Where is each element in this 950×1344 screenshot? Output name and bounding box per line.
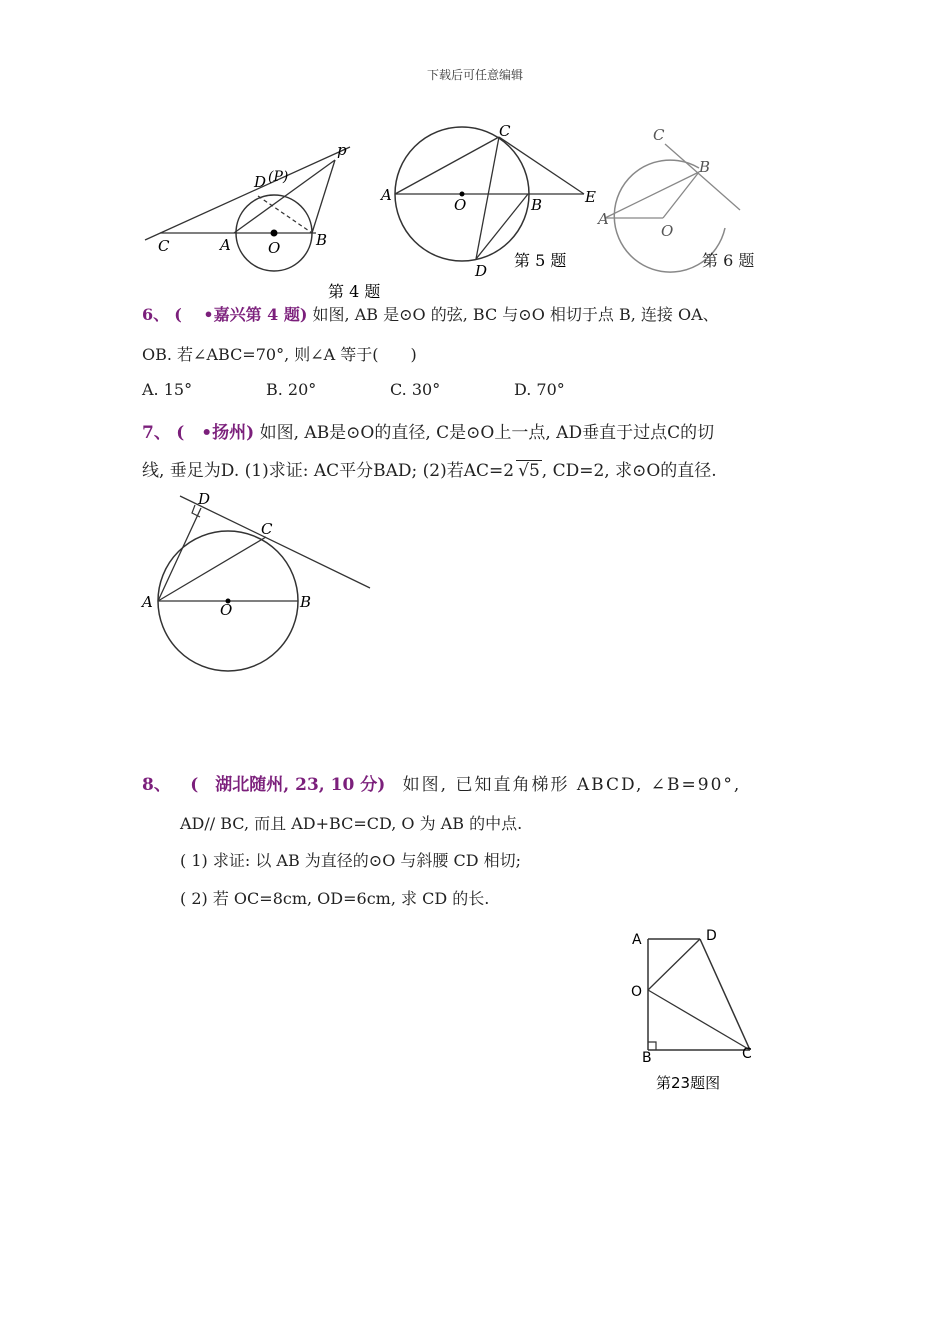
fig8-label-B: B: [642, 1050, 652, 1066]
q7-text2a: 线, 垂足为D. (1)求证: AC平分BAD; (2)若AC=2: [142, 461, 515, 481]
fig4-label-p: p: [337, 141, 347, 159]
fig4-caption: 第 4 题: [328, 282, 380, 301]
q8-source: ( 湖北随州, 23, 10 分): [190, 775, 386, 795]
fig5-label-C: C: [499, 122, 511, 140]
q8-text1: 如图, 已知直角梯形 ABCD, ∠B=90°,: [402, 775, 742, 795]
fig8-label-O: O: [631, 984, 643, 1000]
figure-6: [595, 122, 765, 282]
fig7-label-C: C: [261, 520, 273, 538]
q6-number: 6、: [142, 305, 170, 324]
q7-text2b: , CD=2, 求⊙O的直径.: [541, 461, 717, 481]
fig4-label-B: B: [316, 231, 328, 249]
fig6-caption: 第 6 题: [702, 251, 755, 270]
q6-source: ( •嘉兴第 4 题): [174, 305, 308, 324]
fig5-label-O: O: [454, 196, 467, 214]
q8-line2: AD// BC, 而且 AD+BC=CD, O 为 AB 的中点.: [180, 814, 523, 833]
q8-line3: ( 1) 求证: 以 AB 为直径的⊙O 与斜腰 CD 相切;: [180, 851, 522, 870]
fig6-label-B: B: [699, 158, 711, 176]
fig4-label-C: C: [158, 237, 170, 255]
q6-option-a: A. 15°: [142, 380, 193, 399]
q6-option-b: B. 20°: [266, 380, 317, 399]
fig8-caption: 第23题图: [656, 1074, 721, 1092]
fig7-label-B: B: [300, 593, 312, 611]
fig4-label-D: D: [254, 173, 267, 191]
fig6-label-C: C: [653, 126, 665, 144]
page-header: 下载后可任意编辑: [426, 68, 523, 82]
q6-option-d: D. 70°: [514, 380, 565, 399]
fig5-label-A: A: [381, 186, 392, 204]
q6-text1: 如图, AB 是⊙O 的弦, BC 与⊙O 相切于点 B, 连接 OA、: [312, 305, 719, 324]
fig6-label-O: O: [661, 222, 674, 240]
fig8-label-A: A: [632, 932, 642, 948]
q8-line1: [142, 770, 741, 795]
fig5-label-E: E: [585, 188, 596, 206]
q6-options: [142, 380, 638, 399]
fig4-label-A: A: [220, 236, 231, 254]
fig7-label-O: O: [220, 601, 233, 619]
q6-line2: OB. 若∠ABC=70°, 则∠A 等于( ): [142, 345, 417, 364]
figure-8: [620, 922, 770, 1097]
fig5-caption: 第 5 题: [514, 251, 567, 270]
fig6-label-A: A: [598, 210, 609, 228]
q7-number: 7、: [142, 423, 171, 443]
figure-7: [140, 488, 380, 673]
figure-5: [378, 118, 608, 283]
q6-line1: [142, 302, 719, 325]
figure-4: [140, 135, 380, 305]
fig8-label-C: C: [742, 1046, 752, 1062]
fig7-label-D: D: [198, 490, 211, 508]
q7-sqrt: √5: [518, 461, 540, 481]
fig4-label-P: (P): [268, 169, 289, 185]
fig4-label-O: O: [268, 239, 281, 257]
fig8-label-D: D: [706, 928, 717, 944]
fig5-label-B: B: [531, 196, 543, 214]
q8-line4: ( 2) 若 OC=8cm, OD=6cm, 求 CD 的长.: [180, 889, 490, 908]
q6-option-c: C. 30°: [390, 380, 441, 399]
fig7-label-A: A: [142, 593, 153, 611]
q7-source: ( •扬州): [176, 423, 255, 443]
q8-number: 8、: [142, 775, 171, 795]
q7-line1: [142, 418, 714, 443]
q7-line2: [142, 456, 717, 481]
q7-text1: 如图, AB是⊙O的直径, C是⊙O上一点, AD垂直于过点C的切: [259, 423, 715, 443]
fig5-label-D: D: [475, 262, 488, 280]
